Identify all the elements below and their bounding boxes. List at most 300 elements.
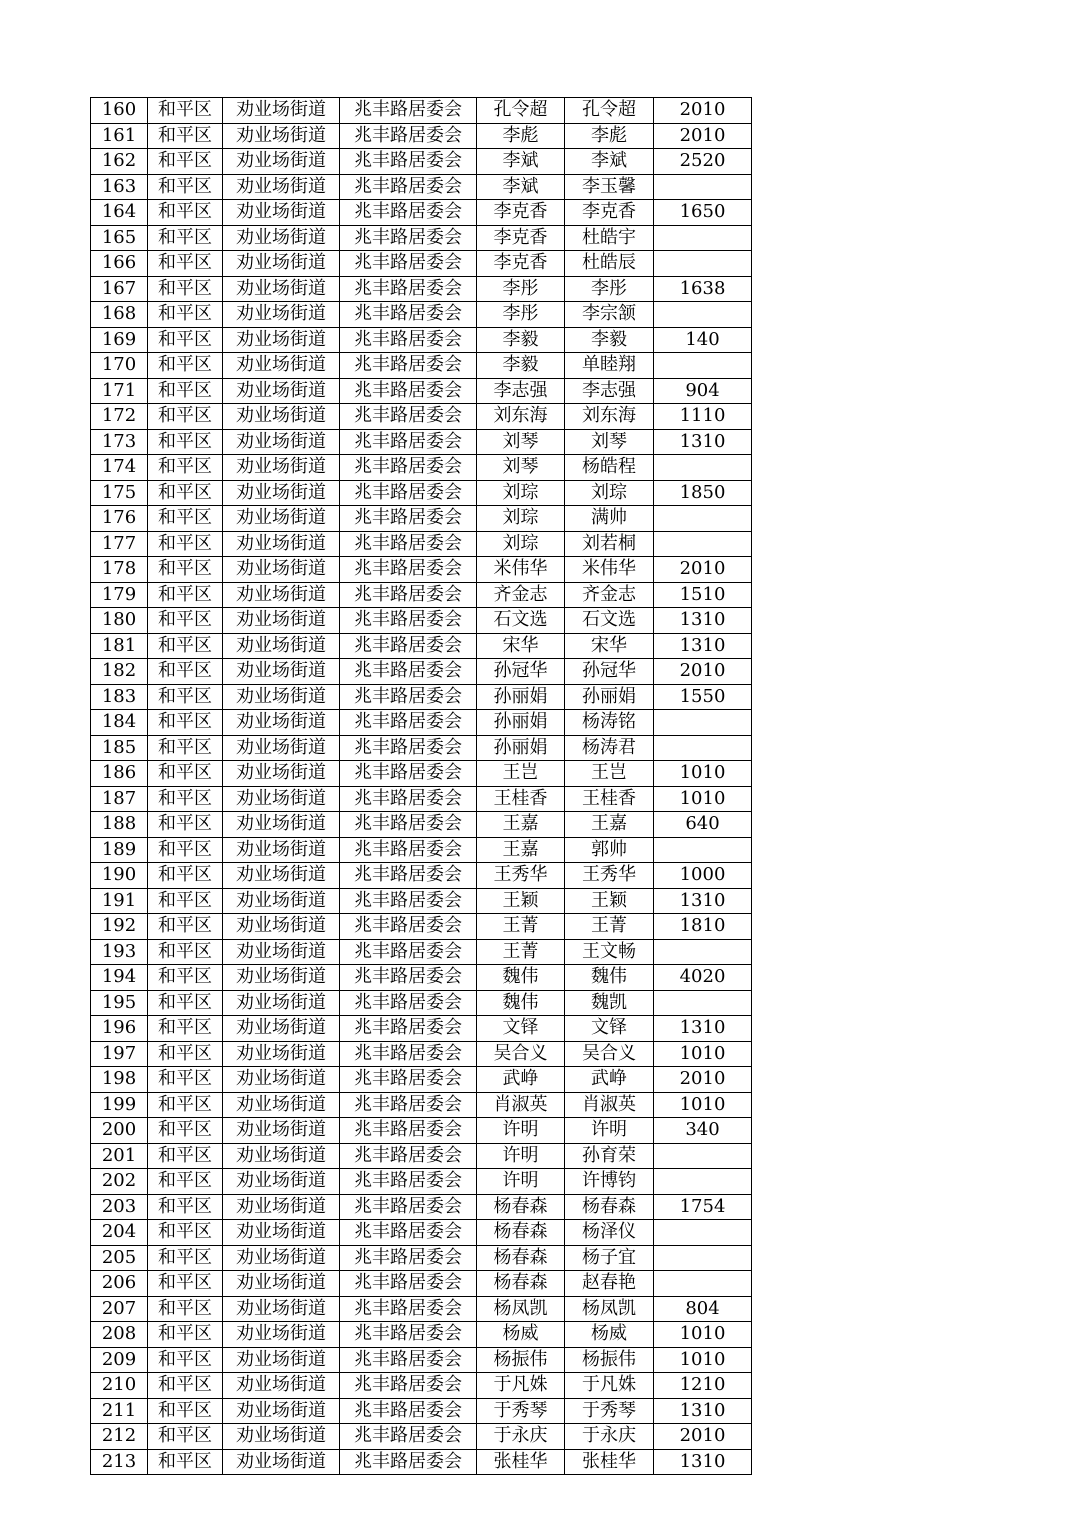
community-cell: 兆丰路居委会 xyxy=(340,1143,477,1169)
street-cell: 劝业场街道 xyxy=(223,1322,340,1348)
member-cell: 许博钧 xyxy=(565,1169,654,1195)
community-cell: 兆丰路居委会 xyxy=(340,710,477,736)
district-cell: 和平区 xyxy=(148,174,223,200)
street-cell: 劝业场街道 xyxy=(223,939,340,965)
street-cell: 劝业场街道 xyxy=(223,1271,340,1297)
member-cell: 王文畅 xyxy=(565,939,654,965)
row-number-cell: 181 xyxy=(91,633,148,659)
amount-cell xyxy=(654,1169,752,1195)
row-number-cell: 166 xyxy=(91,251,148,277)
district-cell: 和平区 xyxy=(148,98,223,124)
community-cell: 兆丰路居委会 xyxy=(340,302,477,328)
row-number-cell: 168 xyxy=(91,302,148,328)
householder-cell: 王菁 xyxy=(477,914,565,940)
member-cell: 杨凤凯 xyxy=(565,1296,654,1322)
community-cell: 兆丰路居委会 xyxy=(340,455,477,481)
community-cell: 兆丰路居委会 xyxy=(340,353,477,379)
row-number-cell: 184 xyxy=(91,710,148,736)
amount-cell xyxy=(654,1143,752,1169)
table-row xyxy=(91,659,752,685)
district-cell: 和平区 xyxy=(148,506,223,532)
street-cell: 劝业场街道 xyxy=(223,1118,340,1144)
district-cell: 和平区 xyxy=(148,1092,223,1118)
member-cell: 石文选 xyxy=(565,608,654,634)
householder-cell: 于凡姝 xyxy=(477,1373,565,1399)
householder-cell: 张桂华 xyxy=(477,1449,565,1475)
householder-cell: 武峥 xyxy=(477,1067,565,1093)
district-cell: 和平区 xyxy=(148,480,223,506)
member-cell: 杨涛铭 xyxy=(565,710,654,736)
householder-cell: 许明 xyxy=(477,1143,565,1169)
community-cell: 兆丰路居委会 xyxy=(340,1194,477,1220)
amount-cell: 1310 xyxy=(654,888,752,914)
district-cell: 和平区 xyxy=(148,1373,223,1399)
amount-cell: 1310 xyxy=(654,1398,752,1424)
member-cell: 孙育荣 xyxy=(565,1143,654,1169)
street-cell: 劝业场街道 xyxy=(223,1373,340,1399)
street-cell: 劝业场街道 xyxy=(223,761,340,787)
amount-cell: 1810 xyxy=(654,914,752,940)
district-cell: 和平区 xyxy=(148,1220,223,1246)
district-cell: 和平区 xyxy=(148,582,223,608)
householder-cell: 魏伟 xyxy=(477,990,565,1016)
community-cell: 兆丰路居委会 xyxy=(340,659,477,685)
amount-cell: 804 xyxy=(654,1296,752,1322)
community-cell: 兆丰路居委会 xyxy=(340,327,477,353)
amount-cell xyxy=(654,1220,752,1246)
district-cell: 和平区 xyxy=(148,1143,223,1169)
table-row xyxy=(91,1194,752,1220)
community-cell: 兆丰路居委会 xyxy=(340,531,477,557)
householder-cell: 王菁 xyxy=(477,939,565,965)
district-cell: 和平区 xyxy=(148,1296,223,1322)
amount-cell: 140 xyxy=(654,327,752,353)
row-number-cell: 160 xyxy=(91,98,148,124)
householder-cell: 刘琴 xyxy=(477,429,565,455)
member-cell: 米伟华 xyxy=(565,557,654,583)
amount-cell xyxy=(654,710,752,736)
householder-cell: 李毅 xyxy=(477,353,565,379)
amount-cell xyxy=(654,455,752,481)
street-cell: 劝业场街道 xyxy=(223,684,340,710)
row-number-cell: 163 xyxy=(91,174,148,200)
district-cell: 和平区 xyxy=(148,684,223,710)
community-cell: 兆丰路居委会 xyxy=(340,251,477,277)
row-number-cell: 202 xyxy=(91,1169,148,1195)
table-row xyxy=(91,378,752,404)
district-cell: 和平区 xyxy=(148,965,223,991)
community-cell: 兆丰路居委会 xyxy=(340,276,477,302)
row-number-cell: 182 xyxy=(91,659,148,685)
amount-cell: 1650 xyxy=(654,200,752,226)
district-cell: 和平区 xyxy=(148,531,223,557)
householder-cell: 孙丽娟 xyxy=(477,735,565,761)
table-row xyxy=(91,276,752,302)
street-cell: 劝业场街道 xyxy=(223,659,340,685)
householder-cell: 孙丽娟 xyxy=(477,710,565,736)
community-cell: 兆丰路居委会 xyxy=(340,1271,477,1297)
community-cell: 兆丰路居委会 xyxy=(340,735,477,761)
member-cell: 杨子宜 xyxy=(565,1245,654,1271)
district-cell: 和平区 xyxy=(148,812,223,838)
district-cell: 和平区 xyxy=(148,735,223,761)
householder-cell: 孙丽娟 xyxy=(477,684,565,710)
district-cell: 和平区 xyxy=(148,710,223,736)
householder-cell: 王岂 xyxy=(477,761,565,787)
amount-cell: 1010 xyxy=(654,1347,752,1373)
community-cell: 兆丰路居委会 xyxy=(340,1373,477,1399)
table-row xyxy=(91,1271,752,1297)
member-cell: 刘琴 xyxy=(565,429,654,455)
community-cell: 兆丰路居委会 xyxy=(340,633,477,659)
row-number-cell: 192 xyxy=(91,914,148,940)
street-cell: 劝业场街道 xyxy=(223,98,340,124)
row-number-cell: 176 xyxy=(91,506,148,532)
member-cell: 杨威 xyxy=(565,1322,654,1348)
table-row xyxy=(91,149,752,175)
community-cell: 兆丰路居委会 xyxy=(340,582,477,608)
householder-cell: 王颖 xyxy=(477,888,565,914)
amount-cell: 2010 xyxy=(654,557,752,583)
table-row xyxy=(91,990,752,1016)
district-cell: 和平区 xyxy=(148,557,223,583)
community-cell: 兆丰路居委会 xyxy=(340,123,477,149)
row-number-cell: 177 xyxy=(91,531,148,557)
district-cell: 和平区 xyxy=(148,1449,223,1475)
row-number-cell: 205 xyxy=(91,1245,148,1271)
member-cell: 王岂 xyxy=(565,761,654,787)
table-row xyxy=(91,174,752,200)
row-number-cell: 178 xyxy=(91,557,148,583)
amount-cell: 1310 xyxy=(654,1016,752,1042)
member-cell: 孔令超 xyxy=(565,98,654,124)
member-cell: 张桂华 xyxy=(565,1449,654,1475)
member-cell: 王菁 xyxy=(565,914,654,940)
table-row xyxy=(91,1067,752,1093)
row-number-cell: 171 xyxy=(91,378,148,404)
district-cell: 和平区 xyxy=(148,455,223,481)
street-cell: 劝业场街道 xyxy=(223,276,340,302)
table-row xyxy=(91,1373,752,1399)
member-cell: 杜皓辰 xyxy=(565,251,654,277)
community-cell: 兆丰路居委会 xyxy=(340,888,477,914)
row-number-cell: 186 xyxy=(91,761,148,787)
row-number-cell: 169 xyxy=(91,327,148,353)
street-cell: 劝业场街道 xyxy=(223,888,340,914)
member-cell: 李玉馨 xyxy=(565,174,654,200)
street-cell: 劝业场街道 xyxy=(223,174,340,200)
street-cell: 劝业场街道 xyxy=(223,1220,340,1246)
householder-cell: 王秀华 xyxy=(477,863,565,889)
district-cell: 和平区 xyxy=(148,378,223,404)
community-cell: 兆丰路居委会 xyxy=(340,1322,477,1348)
member-cell: 武峥 xyxy=(565,1067,654,1093)
householder-cell: 杨春森 xyxy=(477,1194,565,1220)
table-row xyxy=(91,404,752,430)
community-cell: 兆丰路居委会 xyxy=(340,1041,477,1067)
district-cell: 和平区 xyxy=(148,276,223,302)
table-row xyxy=(91,582,752,608)
amount-cell: 1110 xyxy=(654,404,752,430)
community-cell: 兆丰路居委会 xyxy=(340,429,477,455)
table-row xyxy=(91,1118,752,1144)
householder-cell: 于永庆 xyxy=(477,1424,565,1450)
householder-cell: 于秀琴 xyxy=(477,1398,565,1424)
member-cell: 李彤 xyxy=(565,276,654,302)
table-row xyxy=(91,939,752,965)
member-cell: 孙冠华 xyxy=(565,659,654,685)
member-cell: 刘东海 xyxy=(565,404,654,430)
row-number-cell: 207 xyxy=(91,1296,148,1322)
row-number-cell: 174 xyxy=(91,455,148,481)
table-row xyxy=(91,1041,752,1067)
street-cell: 劝业场街道 xyxy=(223,200,340,226)
row-number-cell: 206 xyxy=(91,1271,148,1297)
table-row xyxy=(91,710,752,736)
district-cell: 和平区 xyxy=(148,1118,223,1144)
street-cell: 劝业场街道 xyxy=(223,455,340,481)
householder-cell: 孔令超 xyxy=(477,98,565,124)
community-cell: 兆丰路居委会 xyxy=(340,480,477,506)
member-cell: 王嘉 xyxy=(565,812,654,838)
row-number-cell: 210 xyxy=(91,1373,148,1399)
community-cell: 兆丰路居委会 xyxy=(340,1424,477,1450)
amount-cell: 1754 xyxy=(654,1194,752,1220)
amount-cell: 1010 xyxy=(654,1322,752,1348)
householder-cell: 刘琴 xyxy=(477,455,565,481)
district-cell: 和平区 xyxy=(148,837,223,863)
street-cell: 劝业场街道 xyxy=(223,582,340,608)
table-row xyxy=(91,302,752,328)
community-cell: 兆丰路居委会 xyxy=(340,863,477,889)
table-row xyxy=(91,429,752,455)
amount-cell: 2010 xyxy=(654,98,752,124)
householder-cell: 李彤 xyxy=(477,302,565,328)
community-cell: 兆丰路居委会 xyxy=(340,786,477,812)
community-cell: 兆丰路居委会 xyxy=(340,1296,477,1322)
amount-cell: 904 xyxy=(654,378,752,404)
householder-cell: 宋华 xyxy=(477,633,565,659)
district-cell: 和平区 xyxy=(148,939,223,965)
community-cell: 兆丰路居委会 xyxy=(340,378,477,404)
householder-cell: 文铎 xyxy=(477,1016,565,1042)
district-cell: 和平区 xyxy=(148,200,223,226)
amount-cell: 1850 xyxy=(654,480,752,506)
member-cell: 单睦翔 xyxy=(565,353,654,379)
householder-cell: 李克香 xyxy=(477,200,565,226)
member-cell: 李斌 xyxy=(565,149,654,175)
row-number-cell: 201 xyxy=(91,1143,148,1169)
row-number-cell: 199 xyxy=(91,1092,148,1118)
street-cell: 劝业场街道 xyxy=(223,480,340,506)
district-cell: 和平区 xyxy=(148,353,223,379)
member-cell: 杨振伟 xyxy=(565,1347,654,1373)
community-cell: 兆丰路居委会 xyxy=(340,965,477,991)
amount-cell: 1510 xyxy=(654,582,752,608)
householder-cell: 刘琮 xyxy=(477,531,565,557)
amount-cell: 1550 xyxy=(654,684,752,710)
street-cell: 劝业场街道 xyxy=(223,1347,340,1373)
householder-cell: 刘东海 xyxy=(477,404,565,430)
street-cell: 劝业场街道 xyxy=(223,1169,340,1195)
street-cell: 劝业场街道 xyxy=(223,1041,340,1067)
row-number-cell: 189 xyxy=(91,837,148,863)
table-row xyxy=(91,98,752,124)
district-cell: 和平区 xyxy=(148,302,223,328)
table-row xyxy=(91,123,752,149)
amount-cell xyxy=(654,837,752,863)
member-cell: 宋华 xyxy=(565,633,654,659)
community-cell: 兆丰路居委会 xyxy=(340,990,477,1016)
householder-cell: 李克香 xyxy=(477,225,565,251)
table-body xyxy=(91,98,752,1475)
amount-cell xyxy=(654,735,752,761)
row-number-cell: 203 xyxy=(91,1194,148,1220)
amount-cell: 4020 xyxy=(654,965,752,991)
community-cell: 兆丰路居委会 xyxy=(340,1449,477,1475)
amount-cell: 2010 xyxy=(654,659,752,685)
street-cell: 劝业场街道 xyxy=(223,1245,340,1271)
table-row xyxy=(91,1092,752,1118)
householder-cell: 米伟华 xyxy=(477,557,565,583)
amount-cell: 1010 xyxy=(654,761,752,787)
householder-cell: 王桂香 xyxy=(477,786,565,812)
street-cell: 劝业场街道 xyxy=(223,123,340,149)
district-cell: 和平区 xyxy=(148,1169,223,1195)
table-row xyxy=(91,633,752,659)
row-number-cell: 170 xyxy=(91,353,148,379)
street-cell: 劝业场街道 xyxy=(223,608,340,634)
row-number-cell: 193 xyxy=(91,939,148,965)
community-cell: 兆丰路居委会 xyxy=(340,1169,477,1195)
table-row xyxy=(91,812,752,838)
district-cell: 和平区 xyxy=(148,1424,223,1450)
member-cell: 文铎 xyxy=(565,1016,654,1042)
community-cell: 兆丰路居委会 xyxy=(340,1016,477,1042)
householder-cell: 王嘉 xyxy=(477,812,565,838)
community-cell: 兆丰路居委会 xyxy=(340,1245,477,1271)
row-number-cell: 187 xyxy=(91,786,148,812)
community-cell: 兆丰路居委会 xyxy=(340,1220,477,1246)
row-number-cell: 194 xyxy=(91,965,148,991)
householder-cell: 杨春森 xyxy=(477,1245,565,1271)
row-number-cell: 175 xyxy=(91,480,148,506)
member-cell: 刘琮 xyxy=(565,480,654,506)
member-cell: 刘若桐 xyxy=(565,531,654,557)
row-number-cell: 161 xyxy=(91,123,148,149)
amount-cell xyxy=(654,353,752,379)
amount-cell: 340 xyxy=(654,1118,752,1144)
community-cell: 兆丰路居委会 xyxy=(340,914,477,940)
street-cell: 劝业场街道 xyxy=(223,1296,340,1322)
street-cell: 劝业场街道 xyxy=(223,837,340,863)
row-number-cell: 180 xyxy=(91,608,148,634)
member-cell: 魏凯 xyxy=(565,990,654,1016)
table-row xyxy=(91,353,752,379)
table-row xyxy=(91,786,752,812)
row-number-cell: 209 xyxy=(91,1347,148,1373)
table-row xyxy=(91,863,752,889)
row-number-cell: 165 xyxy=(91,225,148,251)
row-number-cell: 183 xyxy=(91,684,148,710)
street-cell: 劝业场街道 xyxy=(223,710,340,736)
community-cell: 兆丰路居委会 xyxy=(340,761,477,787)
member-cell: 杨泽仪 xyxy=(565,1220,654,1246)
row-number-cell: 196 xyxy=(91,1016,148,1042)
amount-cell xyxy=(654,225,752,251)
community-cell: 兆丰路居委会 xyxy=(340,812,477,838)
member-cell: 吴合义 xyxy=(565,1041,654,1067)
table-row xyxy=(91,837,752,863)
member-cell: 杜皓宇 xyxy=(565,225,654,251)
amount-cell: 1010 xyxy=(654,1092,752,1118)
street-cell: 劝业场街道 xyxy=(223,327,340,353)
member-cell: 李毅 xyxy=(565,327,654,353)
amount-cell: 2010 xyxy=(654,123,752,149)
community-cell: 兆丰路居委会 xyxy=(340,1347,477,1373)
householder-cell: 杨威 xyxy=(477,1322,565,1348)
amount-cell xyxy=(654,939,752,965)
district-cell: 和平区 xyxy=(148,888,223,914)
table-row xyxy=(91,225,752,251)
table-row xyxy=(91,1449,752,1475)
district-cell: 和平区 xyxy=(148,429,223,455)
table-row xyxy=(91,251,752,277)
community-cell: 兆丰路居委会 xyxy=(340,1398,477,1424)
member-cell: 赵春艳 xyxy=(565,1271,654,1297)
community-cell: 兆丰路居委会 xyxy=(340,149,477,175)
householder-cell: 魏伟 xyxy=(477,965,565,991)
row-number-cell: 204 xyxy=(91,1220,148,1246)
community-cell: 兆丰路居委会 xyxy=(340,506,477,532)
community-cell: 兆丰路居委会 xyxy=(340,98,477,124)
householder-cell: 杨春森 xyxy=(477,1220,565,1246)
street-cell: 劝业场街道 xyxy=(223,786,340,812)
amount-cell xyxy=(654,174,752,200)
row-number-cell: 188 xyxy=(91,812,148,838)
district-cell: 和平区 xyxy=(148,327,223,353)
householder-cell: 齐金志 xyxy=(477,582,565,608)
street-cell: 劝业场街道 xyxy=(223,1449,340,1475)
amount-cell: 640 xyxy=(654,812,752,838)
row-number-cell: 208 xyxy=(91,1322,148,1348)
community-cell: 兆丰路居委会 xyxy=(340,557,477,583)
member-cell: 李宗颔 xyxy=(565,302,654,328)
table-row xyxy=(91,735,752,761)
member-cell: 郭帅 xyxy=(565,837,654,863)
district-cell: 和平区 xyxy=(148,659,223,685)
householder-cell: 孙冠华 xyxy=(477,659,565,685)
street-cell: 劝业场街道 xyxy=(223,990,340,1016)
district-cell: 和平区 xyxy=(148,123,223,149)
community-cell: 兆丰路居委会 xyxy=(340,1118,477,1144)
community-cell: 兆丰路居委会 xyxy=(340,1092,477,1118)
householder-cell: 李毅 xyxy=(477,327,565,353)
district-cell: 和平区 xyxy=(148,608,223,634)
householder-cell: 肖淑英 xyxy=(477,1092,565,1118)
district-cell: 和平区 xyxy=(148,863,223,889)
row-number-cell: 197 xyxy=(91,1041,148,1067)
district-cell: 和平区 xyxy=(148,914,223,940)
table-row xyxy=(91,327,752,353)
district-cell: 和平区 xyxy=(148,1245,223,1271)
table-row xyxy=(91,608,752,634)
row-number-cell: 200 xyxy=(91,1118,148,1144)
householder-cell: 李斌 xyxy=(477,149,565,175)
district-cell: 和平区 xyxy=(148,1322,223,1348)
member-cell: 杨涛君 xyxy=(565,735,654,761)
householder-cell: 许明 xyxy=(477,1118,565,1144)
